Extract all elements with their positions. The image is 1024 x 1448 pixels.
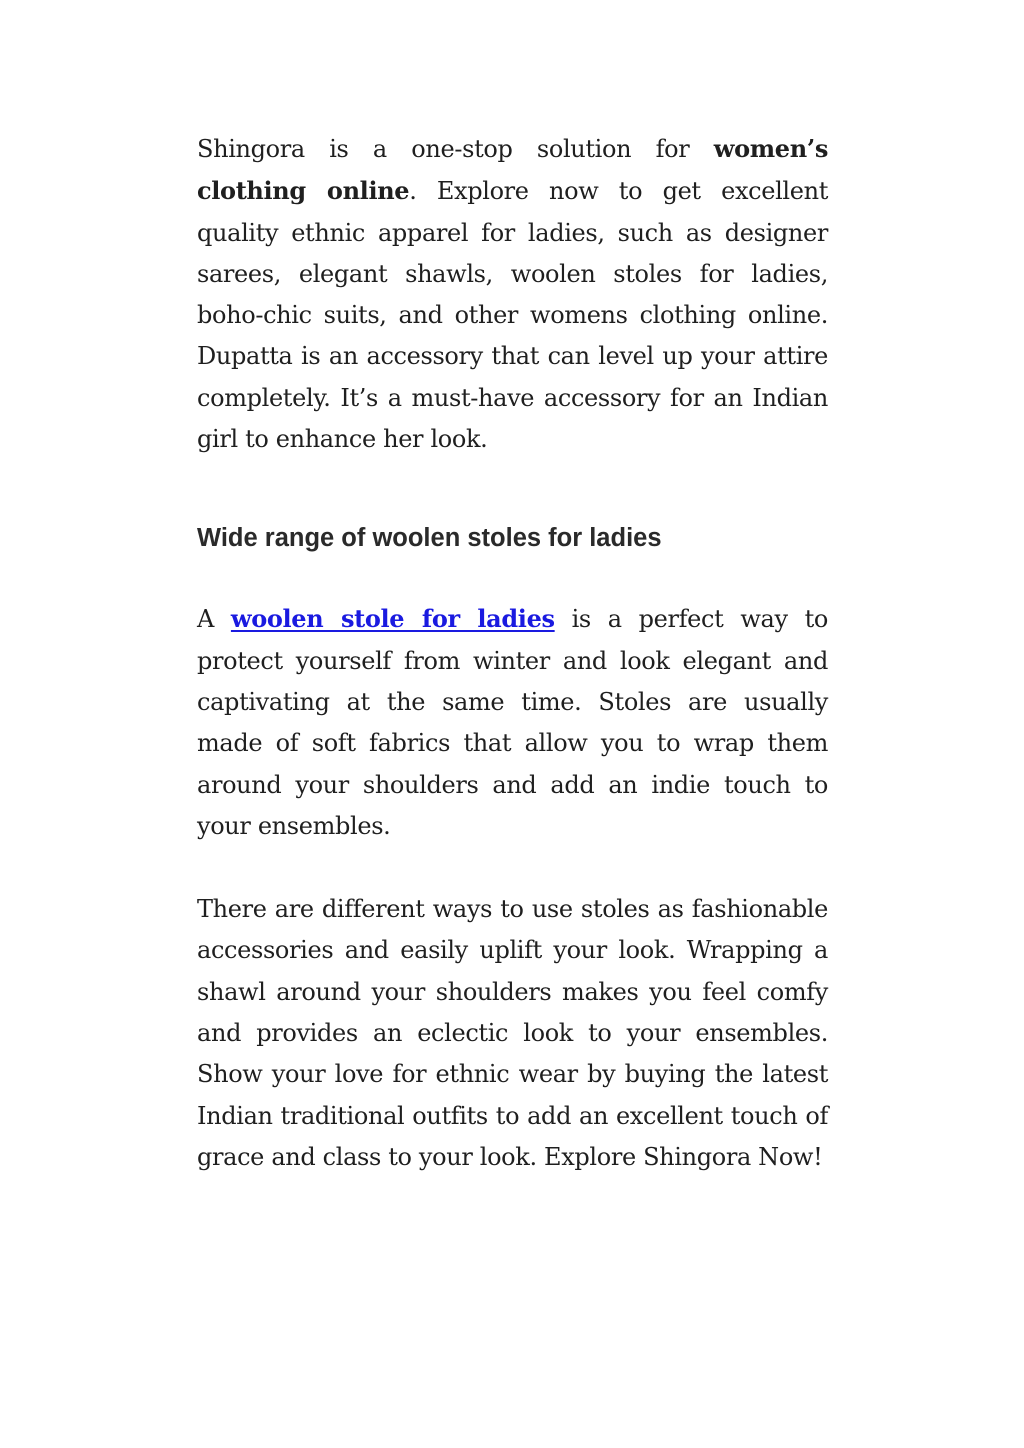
intro-text-start: Shingora is a one-stop solution for (197, 135, 714, 163)
intro-paragraph (197, 128, 828, 460)
woolen-stole-link[interactable]: woolen stole for ladies (230, 604, 555, 634)
stole-text-start: A (197, 605, 231, 634)
intro-bold-phrase: women’s clothing online (197, 134, 828, 206)
document-page (197, 128, 828, 1178)
section-heading: Wide range of woolen stoles for ladies (197, 524, 662, 553)
usage-paragraph: There are different ways to use stoles as fashionable accessories and easily uplift your look. Wrapping a shawl around your shoulders makes you feel comfy and provides an eclectic look to your ensembles. Show your love for ethnic wear by buying the latest Indian traditional outfits to add an excellent touch of grace and class to your look. Explore Shingora Now! (197, 895, 828, 1171)
intro-text-rest: . Explore now to get excellent quality ethnic apparel for ladies, such as designer sarees, elegant shawls, woolen stoles for ladies, boho-chic suits, and other womens clothing online. Dupatta is an accessory that can level up your attire completely. It’s a must-have accessory for an Indian girl to enhance her look. (197, 177, 828, 454)
stole-paragraph (197, 598, 828, 847)
stole-text-rest: is a perfect way to protect yourself from winter and look elegant and captivating at the same time. Stoles are usually made of soft fabrics that allow you to wrap them around your shoulders and add an indie touch to your ensembles. (197, 605, 828, 840)
